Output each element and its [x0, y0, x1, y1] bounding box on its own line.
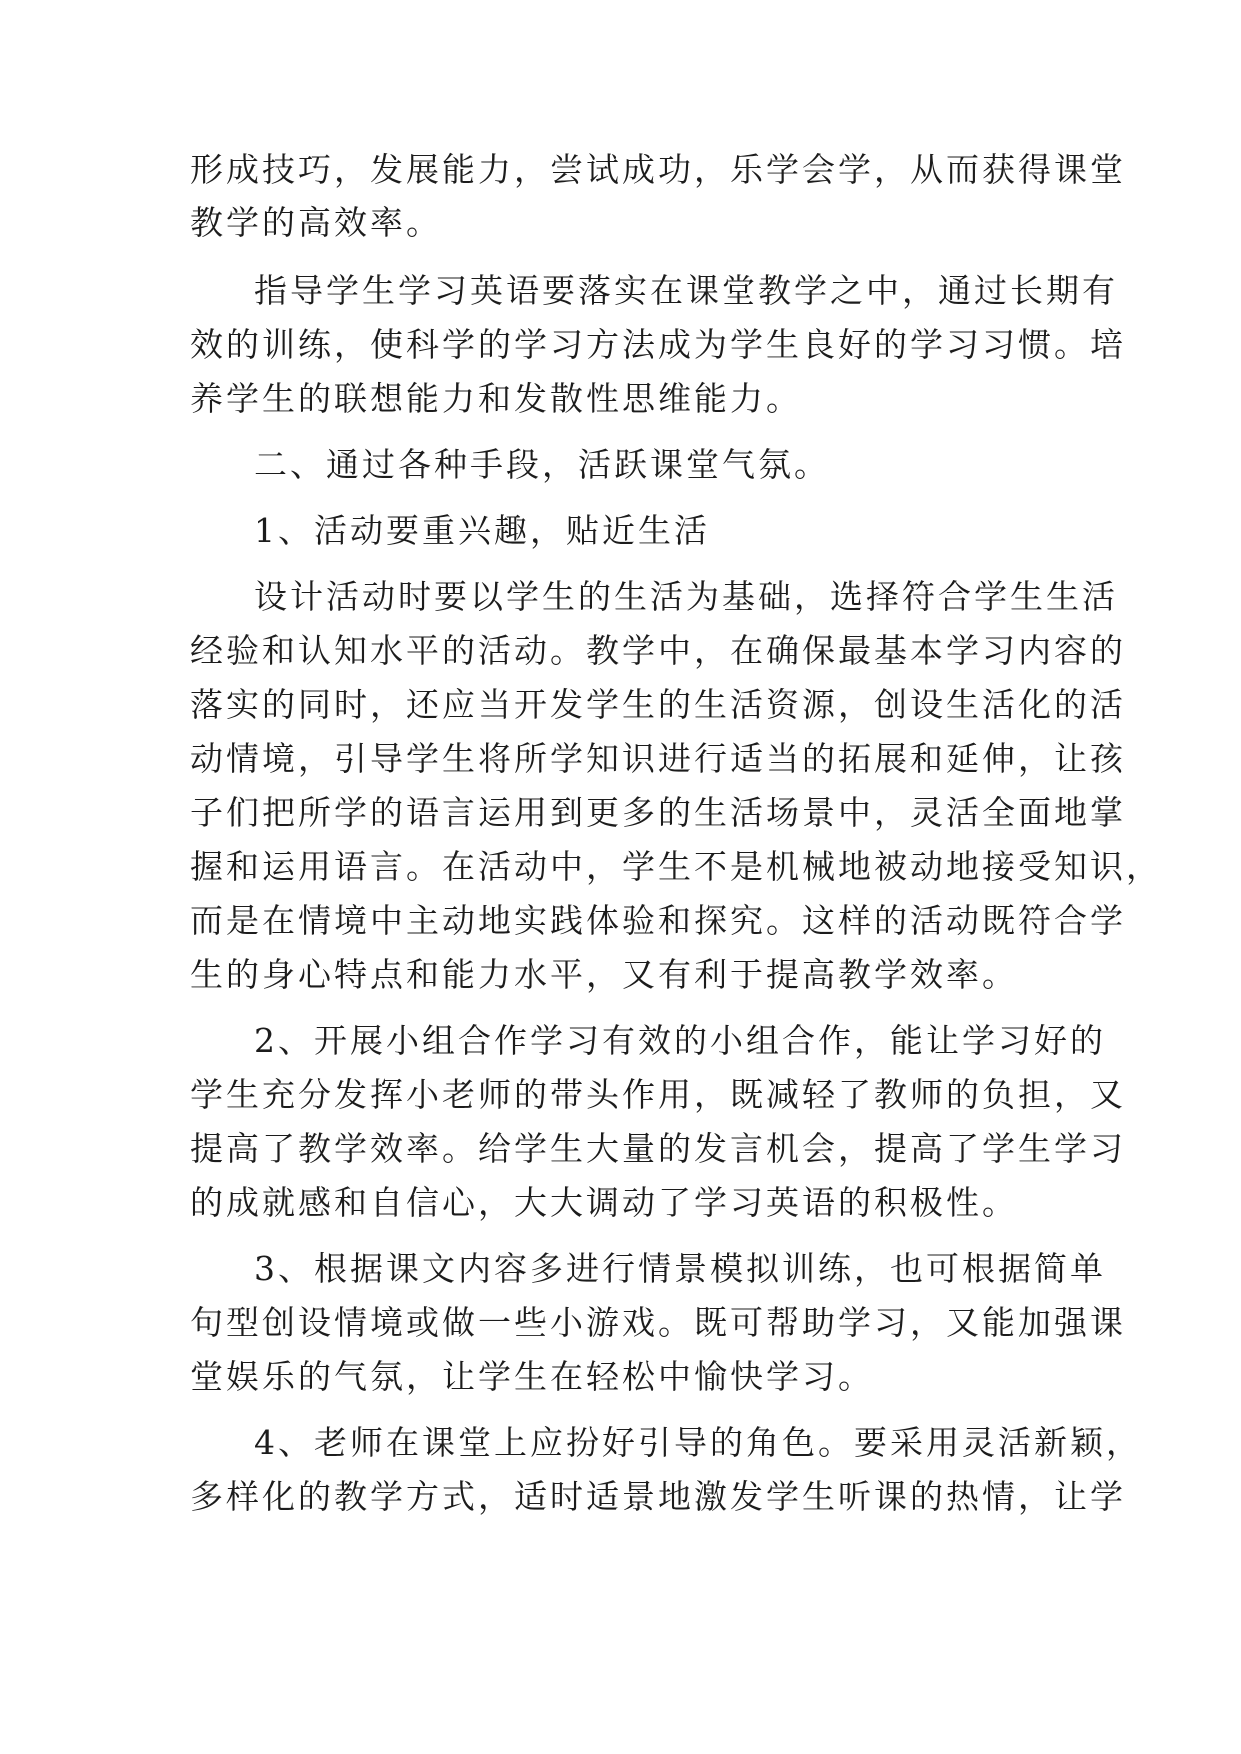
text-line: 经验和认知水平的活动。教学中，在确保最基本学习内容的	[190, 631, 1126, 670]
text-line: 子们把所学的语言运用到更多的生活场景中，灵活全面地掌	[190, 793, 1126, 832]
subsection-heading: 1、活动要重兴趣，贴近生活	[254, 511, 710, 550]
text-line: 动情境，引导学生将所学知识进行适当的拓展和延伸，让孩	[190, 739, 1126, 778]
text-line: 的成就感和自信心，大大调动了学习英语的积极性。	[190, 1183, 1018, 1222]
text-line: 3、根据课文内容多进行情景模拟训练，也可根据简单	[254, 1249, 1106, 1288]
text-line: 落实的同时，还应当开发学生的生活资源，创设生活化的活	[190, 685, 1126, 724]
text-line: 2、开展小组合作学习有效的小组合作，能让学习好的	[254, 1021, 1106, 1060]
text-line: 养学生的联想能力和发散性思维能力。	[190, 379, 802, 418]
text-line: 而是在情境中主动地实践体验和探究。这样的活动既符合学	[190, 901, 1126, 940]
text-line: 学生充分发挥小老师的带头作用，既减轻了教师的负担，又	[190, 1075, 1126, 1114]
text-line: 设计活动时要以学生的生活为基础，选择符合学生生活	[254, 577, 1118, 616]
text-line: 提高了教学效率。给学生大量的发言机会，提高了学生学习	[190, 1129, 1126, 1168]
text-line: 多样化的教学方式，适时适景地激发学生听课的热情，让学	[190, 1477, 1126, 1516]
text-line: 握和运用语言。在活动中，学生不是机械地被动地接受知识，	[190, 847, 1162, 886]
text-line: 教学的高效率。	[190, 203, 442, 242]
text-line: 生的身心特点和能力水平，又有利于提高教学效率。	[190, 955, 1018, 994]
text-line: 句型创设情境或做一些小游戏。既可帮助学习，又能加强课	[190, 1303, 1126, 1342]
section-heading: 二、通过各种手段，活跃课堂气氛。	[254, 445, 830, 484]
text-line: 堂娱乐的气氛，让学生在轻松中愉快学习。	[190, 1357, 874, 1396]
text-line: 形成技巧，发展能力，尝试成功，乐学会学，从而获得课堂	[190, 150, 1126, 189]
text-line: 效的训练，使科学的学习方法成为学生良好的学习习惯。培	[190, 325, 1126, 364]
text-line: 指导学生学习英语要落实在课堂教学之中，通过长期有	[254, 271, 1118, 310]
text-line: 4、老师在课堂上应扮好引导的角色。要采用灵活新颖，	[254, 1423, 1142, 1462]
